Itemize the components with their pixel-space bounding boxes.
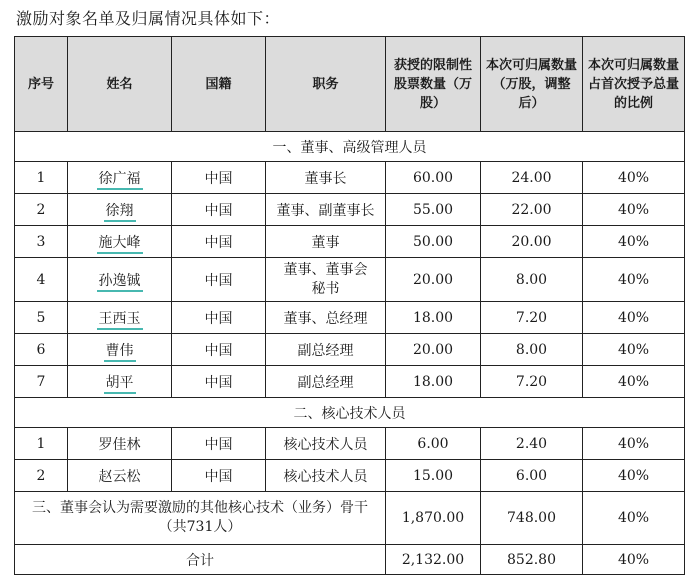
cell-ratio: 40% (583, 545, 685, 575)
header-nationality: 国籍 (172, 37, 266, 132)
header-name: 姓名 (68, 37, 172, 132)
header-vestable: 本次可归属数量（万股，调整后） (481, 37, 583, 132)
cell-nationality: 中国 (172, 194, 266, 226)
person-name: 曹伟 (104, 343, 136, 362)
cell-granted: 20.00 (386, 258, 481, 302)
cell-position: 副总经理 (266, 366, 386, 398)
cell-nationality: 中国 (172, 366, 266, 398)
cell-no: 1 (15, 162, 68, 194)
incentive-table (14, 36, 685, 575)
cell-position: 董事、总经理 (266, 302, 386, 334)
intro-text: 激励对象名单及归属情况具体如下： (16, 9, 281, 28)
person-name: 徐翔 (104, 203, 136, 222)
person-name: 施大峰 (97, 235, 143, 254)
cell-position: 董事 (266, 226, 386, 258)
cell-name (68, 334, 172, 366)
cell-no: 4 (15, 258, 68, 302)
cell-vestable: 852.80 (481, 545, 583, 575)
table-row (15, 194, 685, 226)
table-row (15, 162, 685, 194)
cell-name (68, 226, 172, 258)
cell-vestable: 748.00 (481, 492, 583, 545)
cell-ratio: 40% (583, 226, 685, 258)
cell-granted: 55.00 (386, 194, 481, 226)
cell-nationality: 中国 (172, 226, 266, 258)
section-row (15, 132, 685, 162)
cell-granted: 6.00 (386, 428, 481, 460)
cell-ratio: 40% (583, 492, 685, 545)
cell-no: 6 (15, 334, 68, 366)
cell-vestable: 8.00 (481, 334, 583, 366)
cell-ratio: 40% (583, 302, 685, 334)
cell-granted: 60.00 (386, 162, 481, 194)
cell-ratio: 40% (583, 258, 685, 302)
cell-granted: 18.00 (386, 302, 481, 334)
cell-no: 1 (15, 428, 68, 460)
cell-ratio: 40% (583, 334, 685, 366)
cell-vestable: 7.20 (481, 366, 583, 398)
cell-vestable: 7.20 (481, 302, 583, 334)
cell-position: 核心技术人员 (266, 428, 386, 460)
cell-nationality: 中国 (172, 162, 266, 194)
cell-position: 董事长 (266, 162, 386, 194)
cell-name: 罗佳林 (68, 428, 172, 460)
header-no: 序号 (15, 37, 68, 132)
cell-granted: 1,870.00 (386, 492, 481, 545)
header-granted: 获授的限制性股票数量（万股） (386, 37, 481, 132)
person-name: 王西玉 (97, 311, 143, 330)
cell-nationality: 中国 (172, 258, 266, 302)
person-name: 孙逸铖 (97, 273, 143, 292)
table-row (15, 428, 685, 460)
total-row (15, 545, 685, 575)
cell-name (68, 162, 172, 194)
table-row (15, 226, 685, 258)
table-row (15, 460, 685, 492)
cell-position: 副总经理 (266, 334, 386, 366)
cell-ratio: 40% (583, 194, 685, 226)
cell-name: 赵云松 (68, 460, 172, 492)
cell-granted: 18.00 (386, 366, 481, 398)
cell-granted: 2,132.00 (386, 545, 481, 575)
cell-vestable: 24.00 (481, 162, 583, 194)
cell-nationality: 中国 (172, 428, 266, 460)
table-row (15, 334, 685, 366)
cell-position: 董事、董事会秘书 (266, 258, 386, 302)
person-name: 胡平 (104, 375, 136, 394)
cell-vestable: 6.00 (481, 460, 583, 492)
table-header-row (15, 37, 685, 132)
other-staff-label: 三、董事会认为需要激励的其他核心技术（业务）骨干（共731人） (15, 492, 386, 545)
cell-granted: 15.00 (386, 460, 481, 492)
cell-no: 2 (15, 194, 68, 226)
section-title: 二、核心技术人员 (15, 398, 685, 428)
cell-no: 7 (15, 366, 68, 398)
cell-nationality: 中国 (172, 460, 266, 492)
section-title: 一、董事、高级管理人员 (15, 132, 685, 162)
cell-ratio: 40% (583, 460, 685, 492)
cell-name (68, 194, 172, 226)
section-row (15, 398, 685, 428)
cell-name (68, 366, 172, 398)
cell-no: 5 (15, 302, 68, 334)
cell-position: 核心技术人员 (266, 460, 386, 492)
person-name: 徐广福 (97, 171, 143, 190)
cell-nationality: 中国 (172, 334, 266, 366)
cell-granted: 50.00 (386, 226, 481, 258)
table-row (15, 258, 685, 302)
cell-name (68, 258, 172, 302)
cell-vestable: 20.00 (481, 226, 583, 258)
total-label: 合计 (15, 545, 386, 575)
cell-no: 2 (15, 460, 68, 492)
cell-position: 董事、副董事长 (266, 194, 386, 226)
cell-vestable: 8.00 (481, 258, 583, 302)
table-row (15, 366, 685, 398)
cell-ratio: 40% (583, 366, 685, 398)
cell-vestable: 2.40 (481, 428, 583, 460)
cell-no: 3 (15, 226, 68, 258)
table-row (15, 302, 685, 334)
cell-ratio: 40% (583, 162, 685, 194)
cell-vestable: 22.00 (481, 194, 583, 226)
cell-ratio: 40% (583, 428, 685, 460)
cell-name (68, 302, 172, 334)
cell-granted: 20.00 (386, 334, 481, 366)
header-ratio: 本次可归属数量占首次授予总量的比例 (583, 37, 685, 132)
other-staff-row (15, 492, 685, 545)
header-position: 职务 (266, 37, 386, 132)
cell-nationality: 中国 (172, 302, 266, 334)
